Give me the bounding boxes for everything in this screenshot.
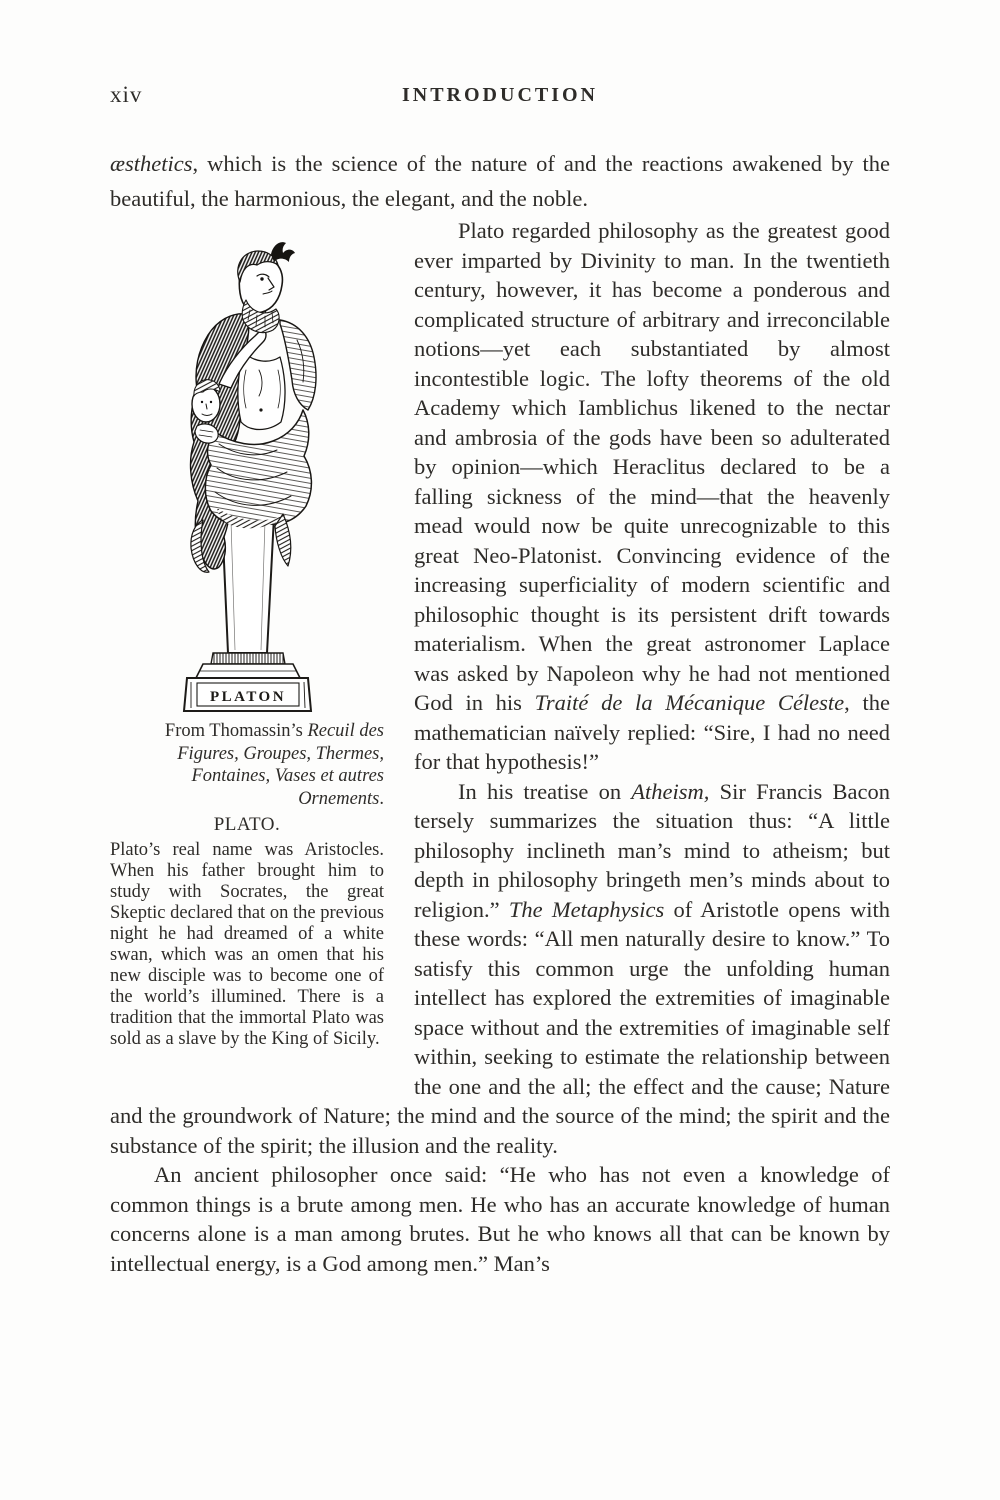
body-paragraph: Plato regarded philosophy as the greatest good ever imparted by Divinity to man. In the twentieth century, however, it has become a ponderous and complicated structure of arbitrary and irreconcilable notions—yet each substantiated by almost incontestible logic. The lofty theorems of the old Academy which Iamblichus likened to the nectar and ambrosia of the gods have been so adulterated by opinion—which Heraclitus declared to be a falling sickness of the mind—that the heavenly mead would now be quite unrecognizable to this great Neo-Platonist. Convincing evidence of the increasing superficiality of modern scientific and philosophic thought is its persistent drift towards materialism. When the great astronomer Laplace was asked by Napoleon why he had not mentioned God in his Traité de la Mécanique Céleste, the mathematician naïvely replied: “Sire, I had no need for that hypothesis!” — [414, 218, 890, 774]
figure-credit: From Thomassin’s Recuil des Figures, Groupes, Thermes, Fontaines, Vases et autres Ornements. — [164, 721, 384, 809]
intro-paragraph: æsthetics, which is the science of the nature of and the reactions awakened by the beautiful, the harmonious, the elegant, and the noble. — [110, 151, 890, 211]
running-head: INTRODUCTION — [401, 84, 599, 106]
figure-caption-title: PLATO. — [213, 814, 281, 835]
plato-figure-block — [110, 220, 384, 1050]
body-paragraph: An ancient philosopher once said: “He who has not even a knowledge of common things is a brute among men. He who has an accurate knowledge of human concerns alone is a man among brutes. But he who knows all that can be known by intellectual energy, is a God among men.” Man’s — [110, 1162, 890, 1276]
statue-figure — [191, 242, 316, 572]
body-paragraph: In his treatise on Atheism, Sir Francis Bacon tersely summarizes the situation thus: “A little philosophy inclineth man’s mind to atheism; but depth in philosophy bringeth men’s minds about to religion.” The Metaphysics of Aristotle opens with these words: “All men naturally desire to know.” To satisfy this common urge the unfolding human intellect has explored the extremities of imaginable space without and the extremities of imaginable self within, seeking to estimate the relationship between the one and the all; the effect and the cause; Nature and the groundwork of Nature; the mind and the source of the mind; the spirit and the substance of the spirit; the illusion and the reality. — [110, 778, 891, 1158]
plinth-inscription: PLATON — [209, 689, 287, 705]
figure-caption-body: Plato’s real name was Aristocles. When his father brought him to study with Socrates, the great Skeptic declared that on the previous night he had dreamed of a white swan, which was an omen that his new disciple was to become one of the world’s illumined. There is a tradition that the immortal Plato was sold as a slave by the King of Sicily. — [110, 839, 384, 1049]
plato-statue-illustration — [144, 220, 350, 720]
page-body-text — [110, 146, 890, 1278]
page-number: xiv — [110, 82, 143, 107]
figure-caption — [110, 720, 384, 1050]
